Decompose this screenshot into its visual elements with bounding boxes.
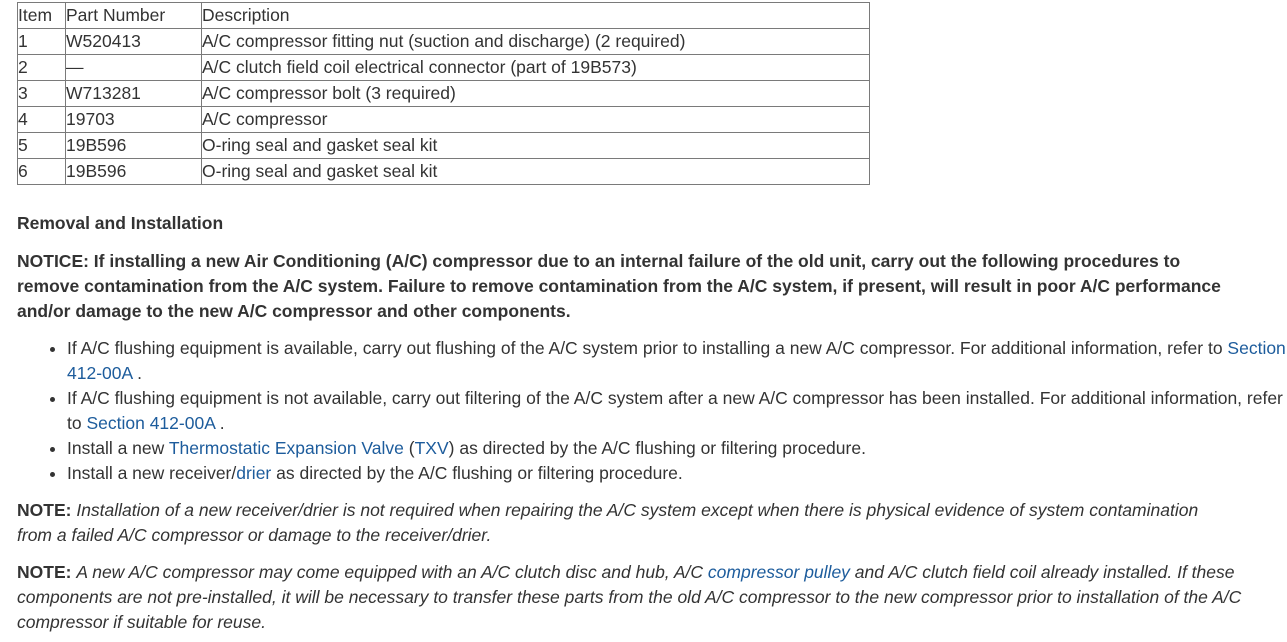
cell-part-number: 19B596	[66, 133, 202, 159]
cell-item: 4	[18, 107, 66, 133]
cell-item: 5	[18, 133, 66, 159]
list-item-suffix: .	[132, 363, 142, 383]
cell-part-number: —	[66, 55, 202, 81]
note-text: Installation of a new receiver/drier is not required when repairing the A/C system except when there is physical evidence of system contamination from a failed A/C compressor or damage to the receiver/drier.	[17, 500, 1199, 545]
section-link[interactable]: Section 412-00A	[86, 413, 215, 433]
list-item	[67, 336, 1287, 386]
table-header-row	[18, 3, 870, 29]
table-row	[18, 133, 870, 159]
cell-item: 6	[18, 159, 66, 185]
list-item-text: Install a new	[67, 438, 169, 458]
note-compressor	[17, 560, 1242, 635]
cell-description: O-ring seal and gasket seal kit	[202, 133, 870, 159]
note-label: NOTE:	[17, 500, 72, 520]
cell-item: 3	[18, 81, 66, 107]
cell-part-number: W713281	[66, 81, 202, 107]
cell-description: A/C compressor bolt (3 required)	[202, 81, 870, 107]
cell-description: O-ring seal and gasket seal kit	[202, 159, 870, 185]
list-item-text: (	[403, 438, 415, 458]
note-label: NOTE:	[17, 562, 72, 582]
section-link[interactable]: Section 412-00A	[67, 338, 1286, 383]
cell-part-number: 19703	[66, 107, 202, 133]
list-item-text: If A/C flushing equipment is not available, carry out filtering of the A/C system after a new A/C compressor has been installed. For additional information, refer to	[67, 388, 1283, 433]
header-description: Description	[202, 3, 870, 29]
section-heading: Removal and Installation	[17, 213, 224, 233]
cell-part-number: W520413	[66, 29, 202, 55]
header-part-number: Part Number	[66, 3, 202, 29]
txv-full-link[interactable]: Thermostatic Expansion Valve	[168, 438, 404, 458]
procedure-list	[17, 336, 1287, 486]
list-item-suffix: as directed by the A/C flushing or filtering procedure.	[271, 463, 683, 483]
table-row	[18, 55, 870, 81]
list-item	[67, 386, 1287, 436]
parts-table	[17, 2, 870, 185]
note-text-after: and A/C clutch field coil already installed. If these components are not pre-installed, it will be necessary to transfer these parts from the old A/C compressor to the new compressor prior to installation of the A/C compressor if suitable for reuse.	[17, 562, 1242, 632]
compressor-pulley-link[interactable]: compressor pulley	[707, 562, 850, 582]
cell-description: A/C compressor fitting nut (suction and discharge) (2 required)	[202, 29, 870, 55]
table-row	[18, 29, 870, 55]
note-receiver-drier	[17, 498, 1237, 548]
table-row	[18, 107, 870, 133]
txv-link[interactable]: TXV	[414, 438, 449, 458]
cell-part-number: 19B596	[66, 159, 202, 185]
list-item	[67, 436, 1287, 461]
cell-item: 1	[18, 29, 66, 55]
notice-paragraph: NOTICE: If installing a new Air Conditioning (A/C) compressor due to an internal failure of the old unit, carry out the following procedures to remove contamination from the A/C system. Failure to remove contamination from the A/C system, if present, will result in poor A/C performance and/or damage to the new A/C compressor and other components.	[17, 251, 1221, 321]
table-row	[18, 159, 870, 185]
list-item-suffix: .	[214, 413, 225, 433]
list-item-text: Install a new receiver/	[67, 463, 237, 483]
header-item: Item	[18, 3, 66, 29]
cell-description: A/C compressor	[202, 107, 870, 133]
note-text: A new A/C compressor may come equipped with an A/C clutch disc and hub, A/C	[76, 562, 708, 582]
list-item-text: If A/C flushing equipment is available, carry out flushing of the A/C system prior to installing a new A/C compressor. For additional information, refer to	[67, 338, 1228, 358]
cell-description: A/C clutch field coil electrical connector (part of 19B573)	[202, 55, 870, 81]
list-item-suffix: ) as directed by the A/C flushing or filtering procedure.	[448, 438, 866, 458]
drier-link[interactable]: drier	[236, 463, 272, 483]
table-row	[18, 81, 870, 107]
cell-item: 2	[18, 55, 66, 81]
list-item	[67, 461, 1287, 486]
